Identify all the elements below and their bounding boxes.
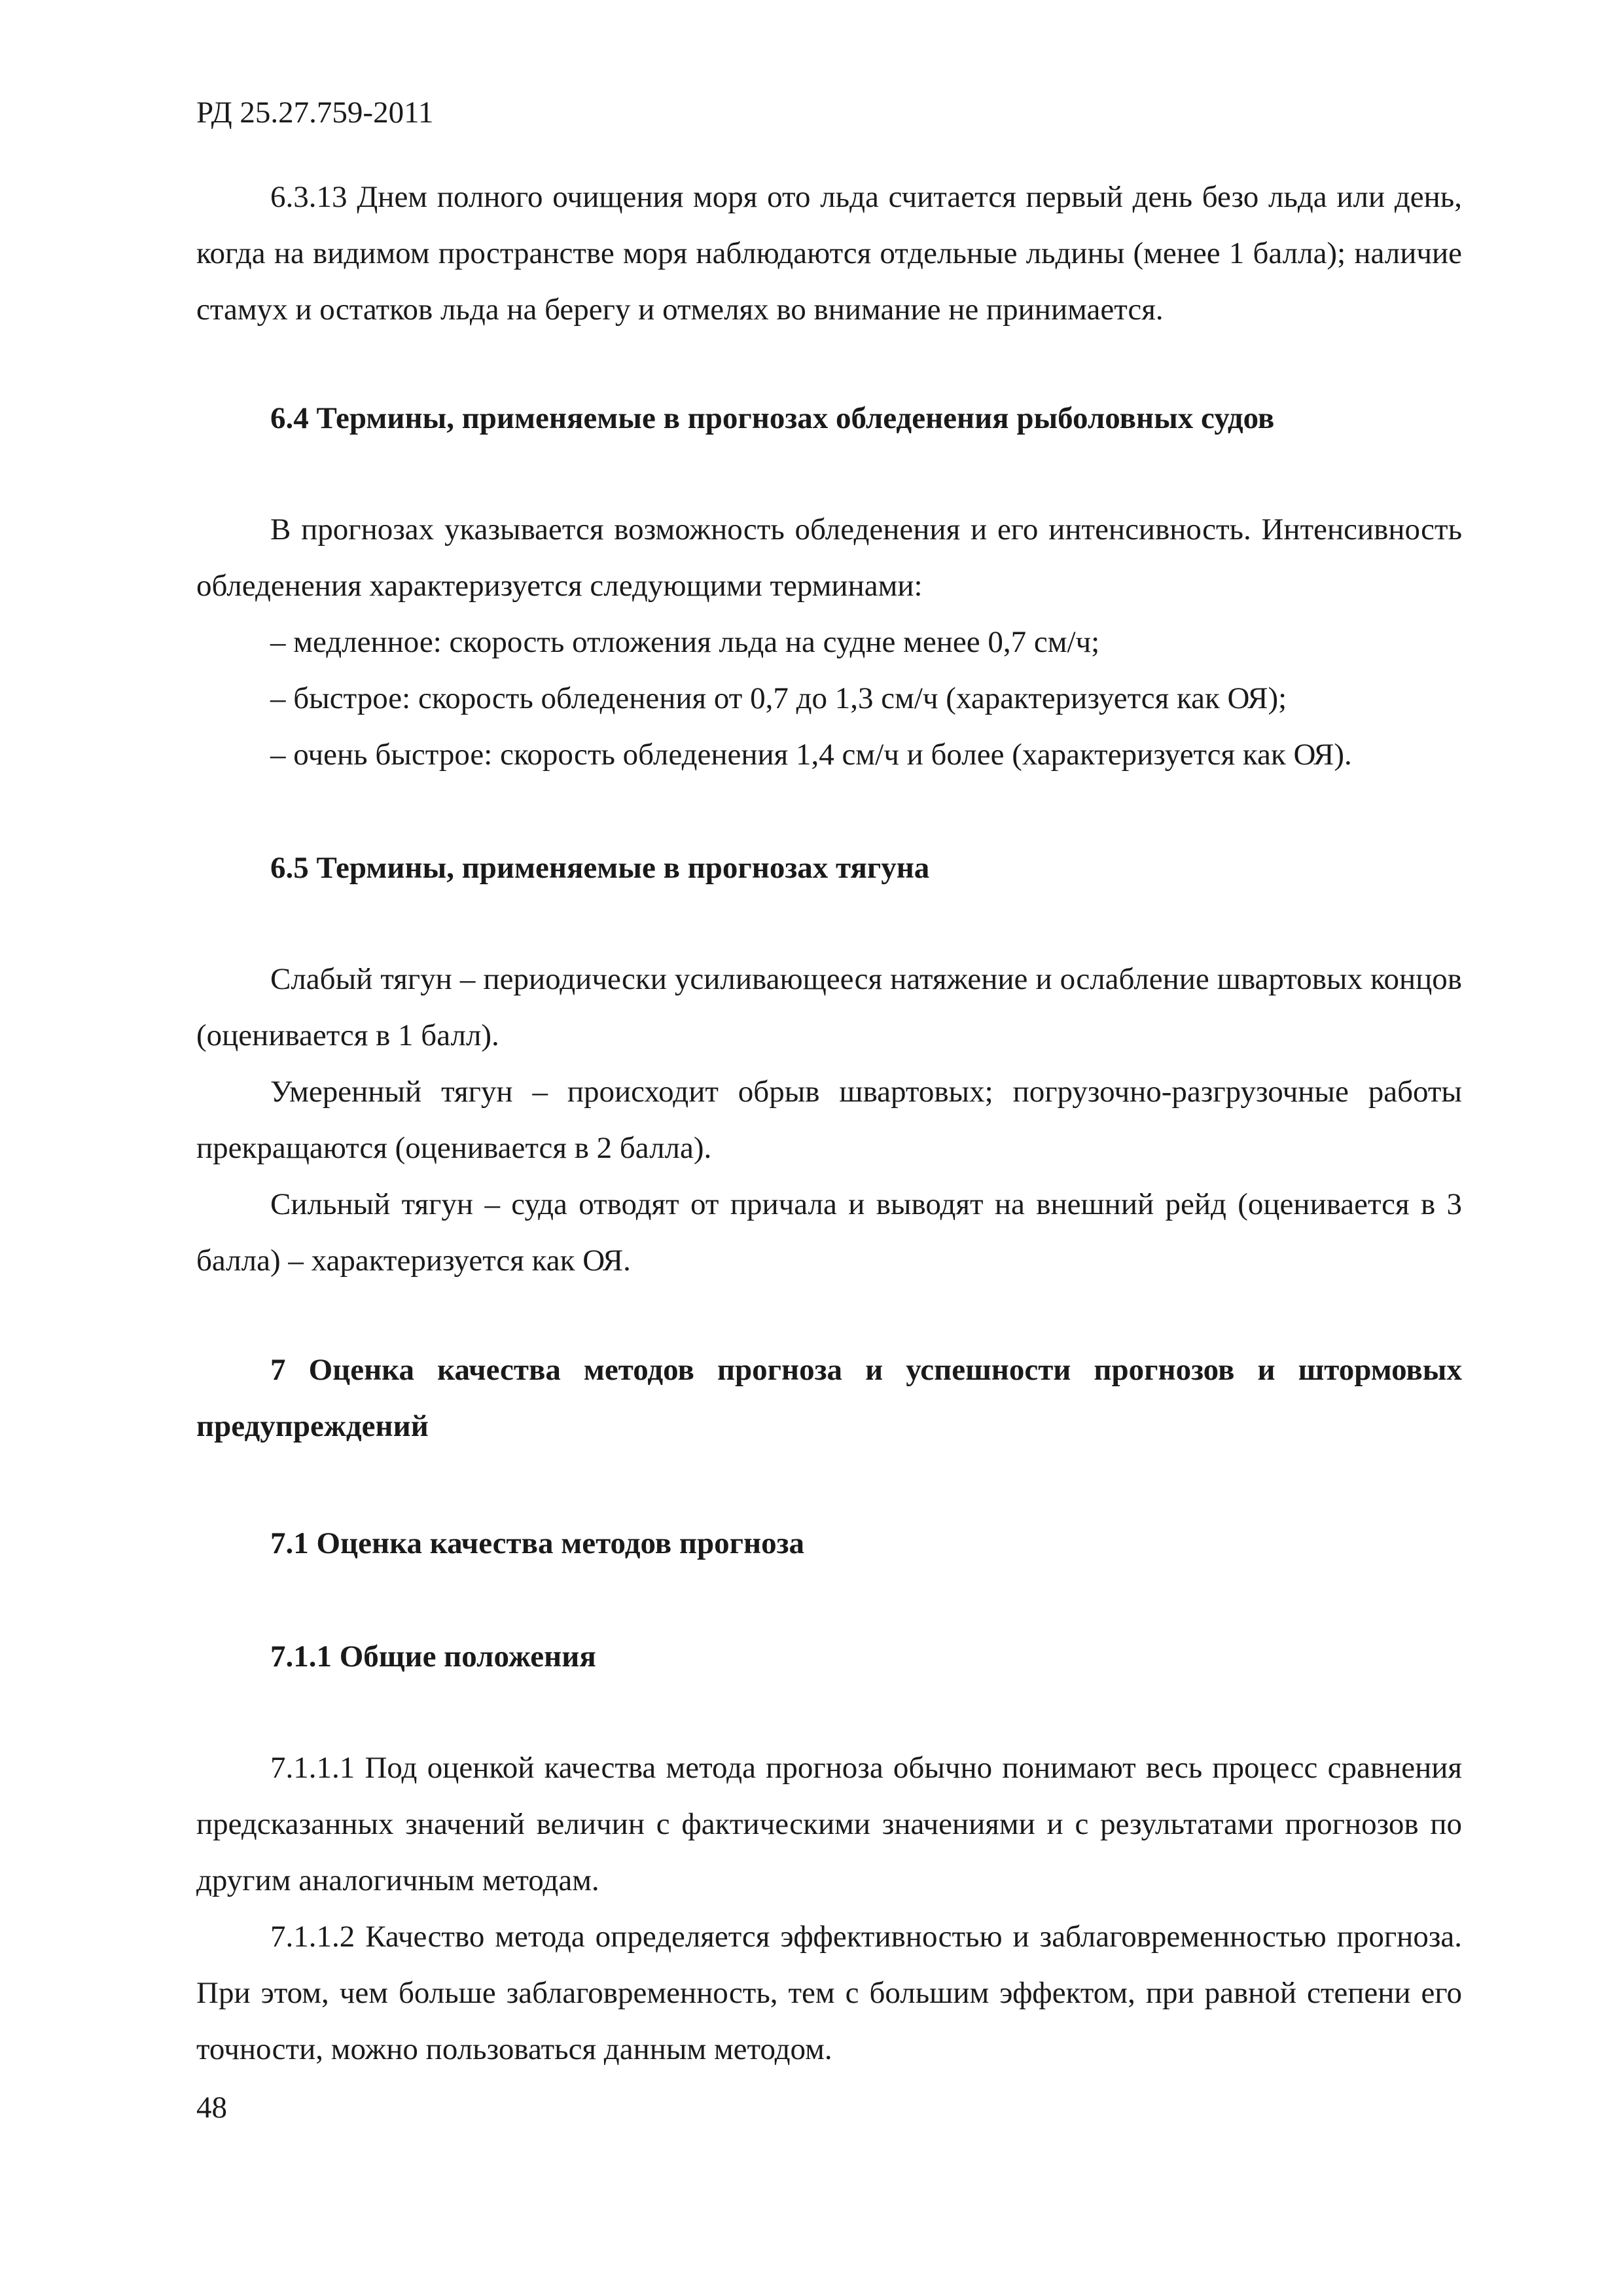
heading-7-1-1: 7.1.1 Общие положения	[270, 1640, 596, 1674]
paragraph-weak-surge: Слабый тягун – периодически усиливающееся натяжение и ослабление швартовых концов (оценивается в 1 балл).	[196, 962, 1462, 1052]
paragraph-strong-surge: Сильный тягун – суда отводят от причала и выводят на внешний рейд (оценивается в 3 балла) – характеризуется как ОЯ.	[196, 1187, 1462, 1278]
paragraph-7-1-1-1: 7.1.1.1 Под оценкой качества метода прогноза обычно понимают весь процесс сравнения предсказанных значений величин с фактическими значениями и с результатами прогнозов по другим аналогичным методам.	[196, 1751, 1462, 1897]
document-code-header: РД 25.27.759-2011	[196, 96, 434, 130]
heading-7-1: 7.1 Оценка качества методов прогноза	[270, 1526, 804, 1560]
list-item-fast-icing: – быстрое: скорость обледенения от 0,7 до 1,3 см/ч (характеризуется как ОЯ);	[270, 681, 1287, 715]
heading-6-4: 6.4 Термины, применяемые в прогнозах обледенения рыболовных судов	[270, 401, 1275, 435]
paragraph-7-1-1-2: 7.1.1.2 Качество метода определяется эффективностью и заблаговременностью прогноза. При этом, чем больше заблаговременность, тем с большим эффектом, при равной степени его точности, можно пользоваться данным методом.	[196, 1920, 1462, 2066]
list-item-very-fast-icing: – очень быстрое: скорость обледенения 1,4 см/ч и более (характеризуется как ОЯ).	[270, 738, 1352, 772]
heading-6-5: 6.5 Термины, применяемые в прогнозах тягуна	[270, 851, 930, 885]
paragraph-moderate-surge: Умеренный тягун – происходит обрыв швартовых; погрузочно-разгрузочные работы прекращаются (оценивается в 2 балла).	[196, 1075, 1462, 1165]
paragraph-6-3-13: 6.3.13 Днем полного очищения моря ото льда считается первый день безо льда или день, когда на видимом пространстве моря наблюдаются отдельные льдины (менее 1 балла); наличие стамух и остатков льда на берегу и отмелях во внимание не принимается.	[196, 180, 1462, 327]
list-item-slow-icing: – медленное: скорость отложения льда на судне менее 0,7 см/ч;	[270, 625, 1100, 659]
page-number: 48	[196, 2090, 227, 2125]
heading-7: 7 Оценка качества методов прогноза и успешности прогнозов и штормовых предупреждений	[196, 1353, 1462, 1443]
paragraph-6-4-intro: В прогнозах указывается возможность обледенения и его интенсивность. Интенсивность обледенения характеризуется следующими терминами:	[196, 512, 1462, 603]
